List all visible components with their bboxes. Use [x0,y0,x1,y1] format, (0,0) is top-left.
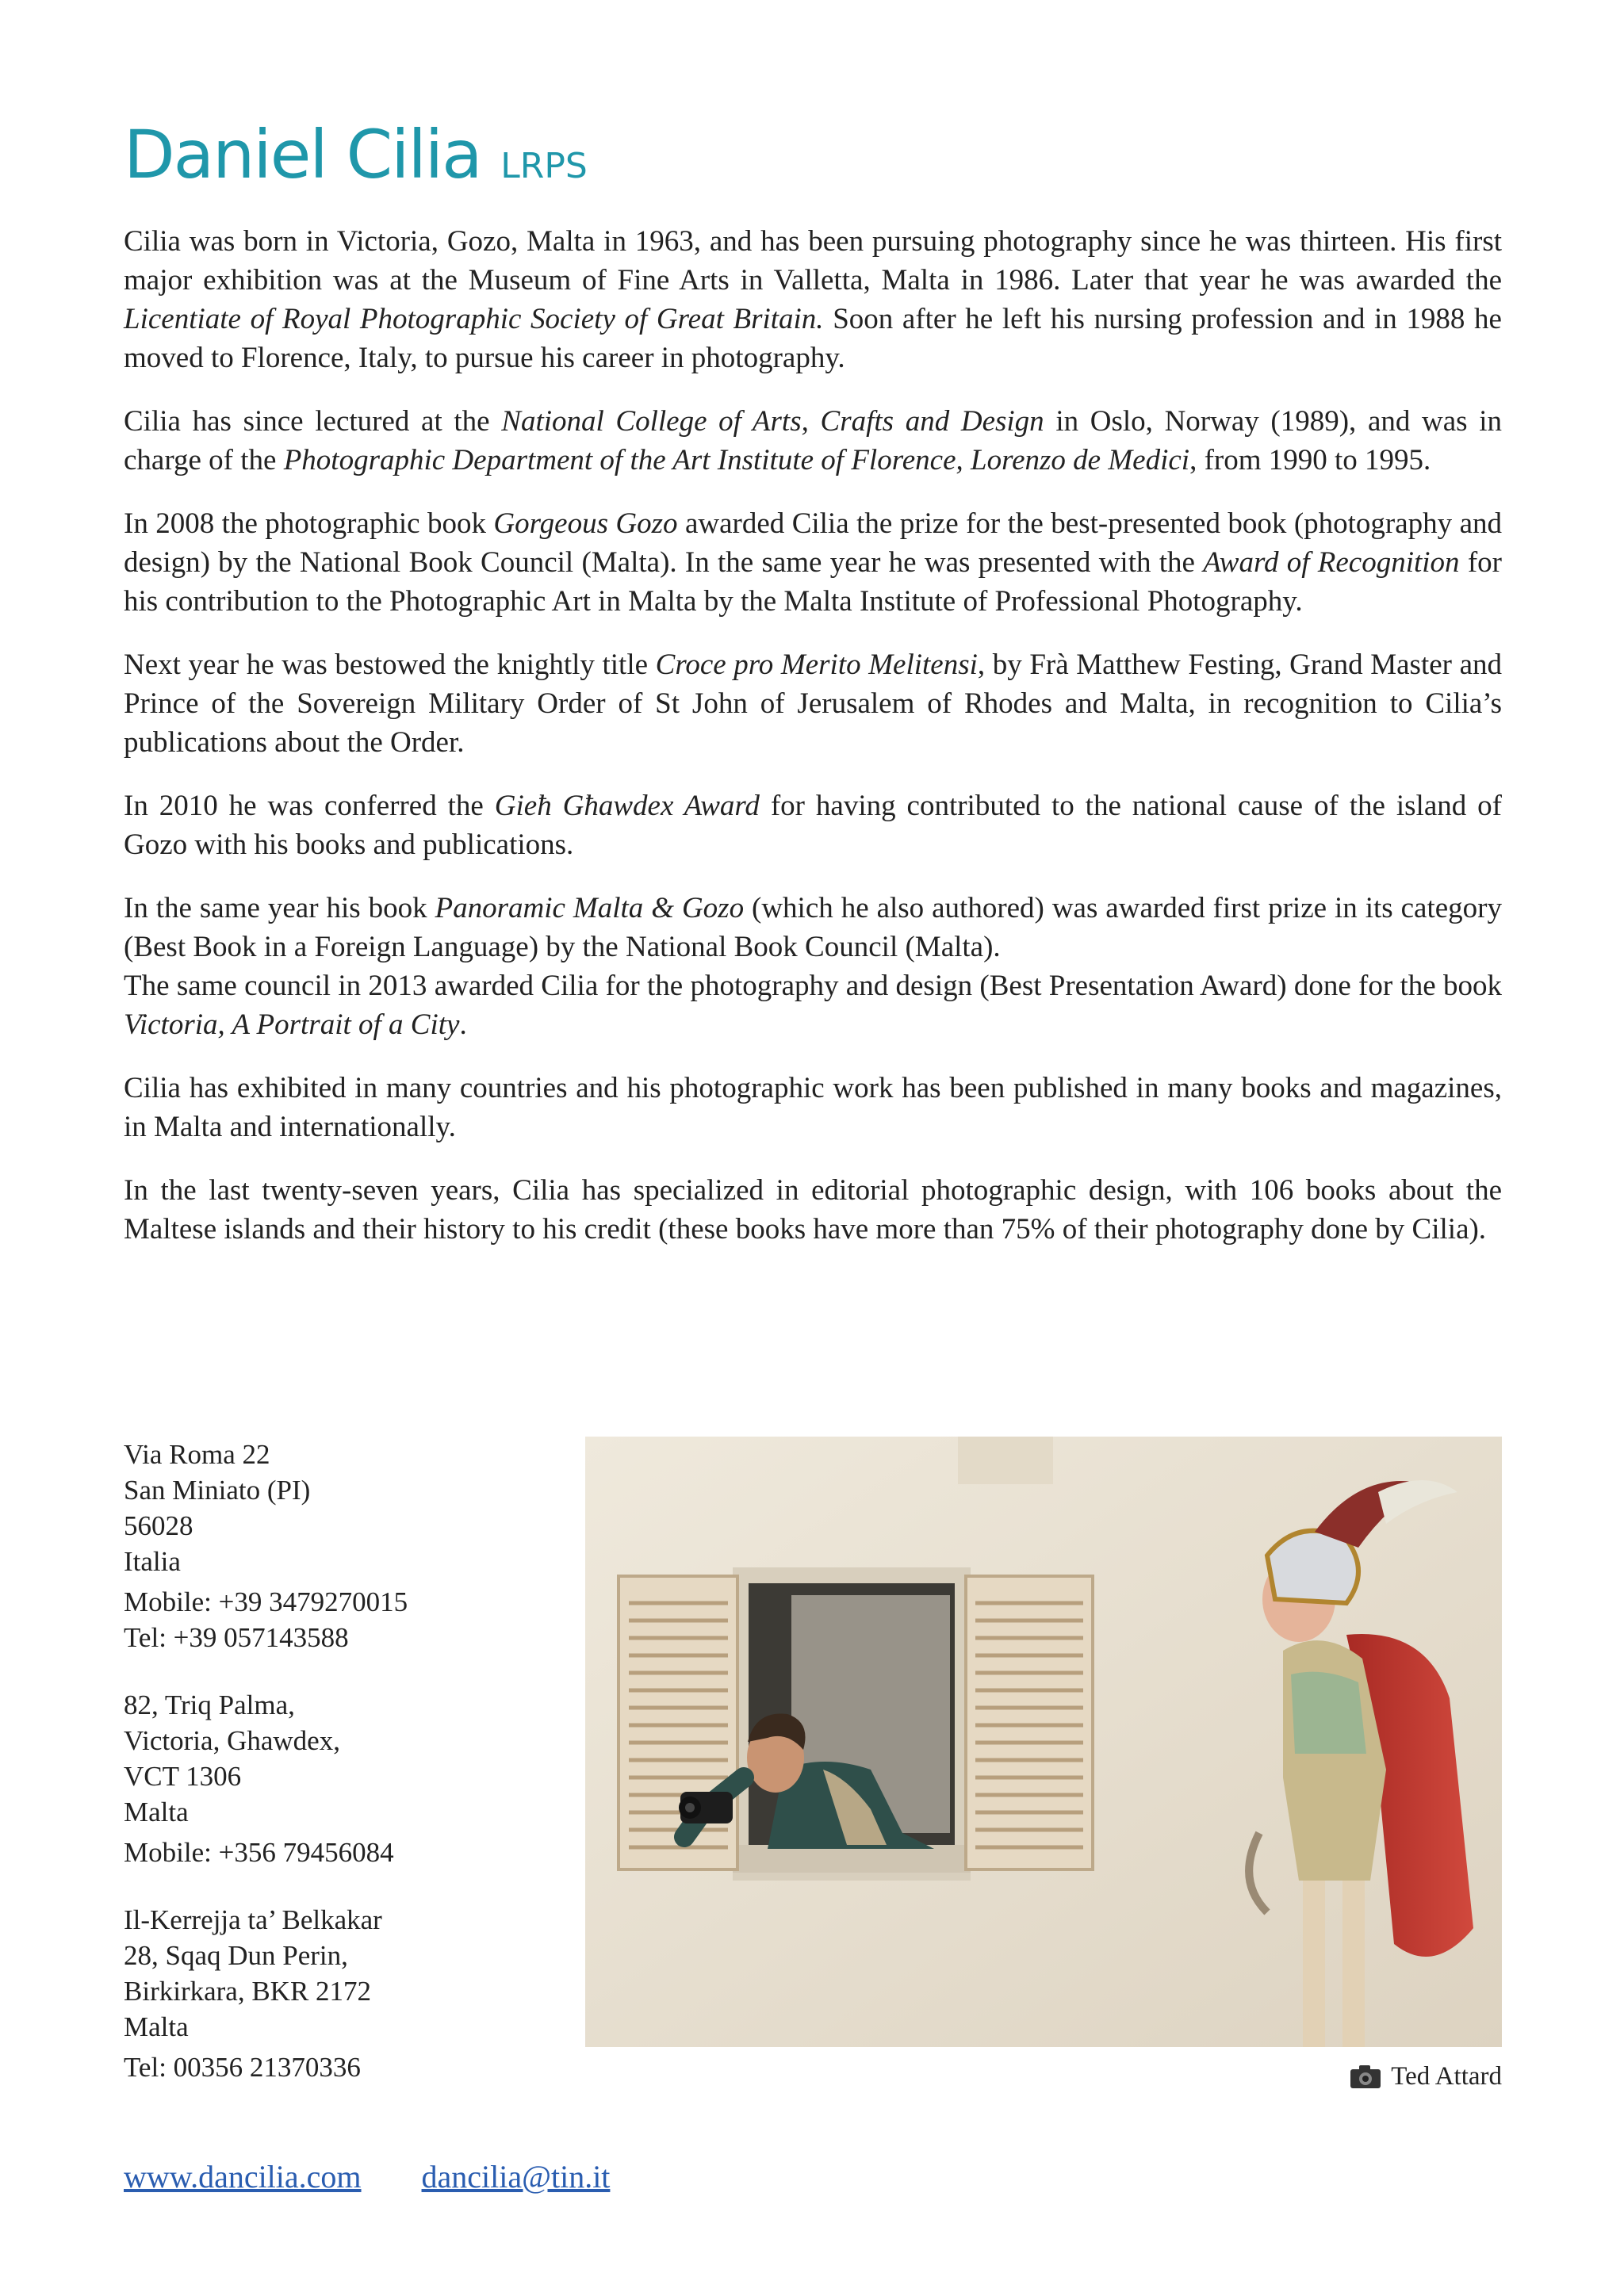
paragraph-1 [124,222,1502,377]
address-line: San Miniato (PI) [124,1475,311,1506]
address-line: VCT 1306 [124,1761,242,1792]
text-run: (which he also authored) was awarded first prize in its category (Best Book in a Foreign Language) by the National Book Council (Malta). [124,892,1502,963]
italic-title: Victoria, A Portrait of a City [124,1008,460,1041]
text-run: in Oslo, Norway (1989), and was in charge of the [124,405,1503,476]
text-run: Cilia has exhibited in many countries and his photographic work has been published in many books and magazines, in Malta and internationally. [124,1072,1502,1143]
left-shutter [619,1576,737,1869]
paragraph-7 [124,966,1502,1044]
email-link[interactable]: dancilia@tin.it [421,2159,611,2195]
contact-links [124,2156,610,2198]
page-title [124,111,588,210]
text-run: In 2010 he was conferred the [124,790,495,822]
paragraph-8 [124,1069,1502,1146]
text-run: Soon after he left his nursing profession and in 1988 he moved to Florence, Italy, to pursue his career in photography. [124,303,1502,374]
text-run: , by Frà Matthew Festing, Grand Master and Prince of the Sovereign Military Order of St John of Jerusalem of Rhodes and Malta, in recognition to Cilia’s publications about the Order. [124,649,1502,759]
address-line: Malta [124,2011,189,2042]
paragraph-3 [124,504,1502,621]
italic-title: Award of Recognition [1203,546,1460,579]
italic-title: Gorgeous Gozo [493,507,678,540]
text-run: Next year he was bestowed the knightly title [124,649,656,681]
phone-tel: Tel: +39 057143588 [124,1622,349,1653]
address-line: Via Roma 22 [124,1439,270,1470]
address-line: Victoria, Ghawdex, [124,1725,340,1756]
text-run: for his contribution to the Photographic Art in Malta by the Malta Institute of Professional Photography. [124,546,1502,618]
paragraph-5 [124,786,1502,864]
address-line: Birkirkara, BKR 2172 [124,1976,372,2007]
address-line: 82, Triq Palma, [124,1689,295,1720]
address-line: Italia [124,1546,181,1577]
italic-title: Gieħ Għawdex Award [494,790,760,822]
paragraph-4 [124,645,1502,762]
right-shutter [966,1576,1093,1869]
text-run: for having contributed to the national cause of the island of Gozo with his books and publications. [124,790,1502,861]
address-line: 56028 [124,1510,193,1541]
portrait-photo [585,1437,1502,2047]
photo-credit [1350,2059,1502,2094]
italic-title: Photographic Department of the Art Institute of Florence, Lorenzo de Medici [283,444,1190,476]
address-line: 28, Sqaq Dun Perin, [124,1940,348,1971]
italic-title: Licentiate of Royal Photographic Society of Great Britain. [124,303,824,335]
text-run: . [459,1008,467,1041]
title-name: Daniel Cilia [124,116,481,193]
text-run: , from 1990 to 1995. [1189,444,1431,476]
italic-title: National College of Arts, Crafts and Design [501,405,1044,438]
text-run: In 2008 the photographic book [124,507,494,540]
italic-title: Panoramic Malta & Gozo [435,892,745,924]
text-run: awarded Cilia the prize for the best-presented book (photography and design) by the National Book Council (Malta). In the same year he was presented with the [124,507,1503,579]
text-run: The same council in 2013 awarded Cilia for the photography and design (Best Presentation Award) done for the book [124,970,1502,1002]
address-italy [124,1437,568,1655]
photo-illustration [585,1437,1502,2047]
phone-tel: Tel: 00356 21370336 [124,2052,361,2083]
paragraph-9 [124,1171,1502,1249]
text-run: In the same year his book [124,892,435,924]
biography [124,222,1502,1273]
address-malta [124,1902,568,2085]
text-run: Cilia has since lectured at the [124,405,502,438]
photo-credit-name: Ted Attard [1391,2062,1502,2091]
website-link[interactable]: www.dancilia.com [124,2159,362,2195]
paragraph-6 [124,889,1502,966]
phone-mobile: Mobile: +356 79456084 [124,1837,394,1868]
title-suffix: LRPS [500,146,588,186]
address-gozo [124,1687,568,1870]
text-run: In the last twenty-seven years, Cilia has specialized in editorial photographic design, with 106 books about the Maltese islands and their history to his credit (these books have more than 75% of their photography done by Cilia). [124,1174,1502,1246]
phone-mobile: Mobile: +39 3479270015 [124,1586,408,1617]
address-line: Malta [124,1797,189,1827]
text-run: Cilia was born in Victoria, Gozo, Malta in 1963, and has been pursuing photography since he was thirteen. His first major exhibition was at the Museum of Fine Arts in Valletta, Malta in 1986. Later that year he was awarded the [124,225,1502,297]
camera-icon [1350,2064,1381,2089]
contact-addresses [124,1437,568,2085]
italic-title: Croce pro Merito Melitensi [655,649,978,681]
paragraph-2 [124,402,1502,480]
address-line: Il-Kerrejja ta’ Belkakar [124,1904,382,1935]
